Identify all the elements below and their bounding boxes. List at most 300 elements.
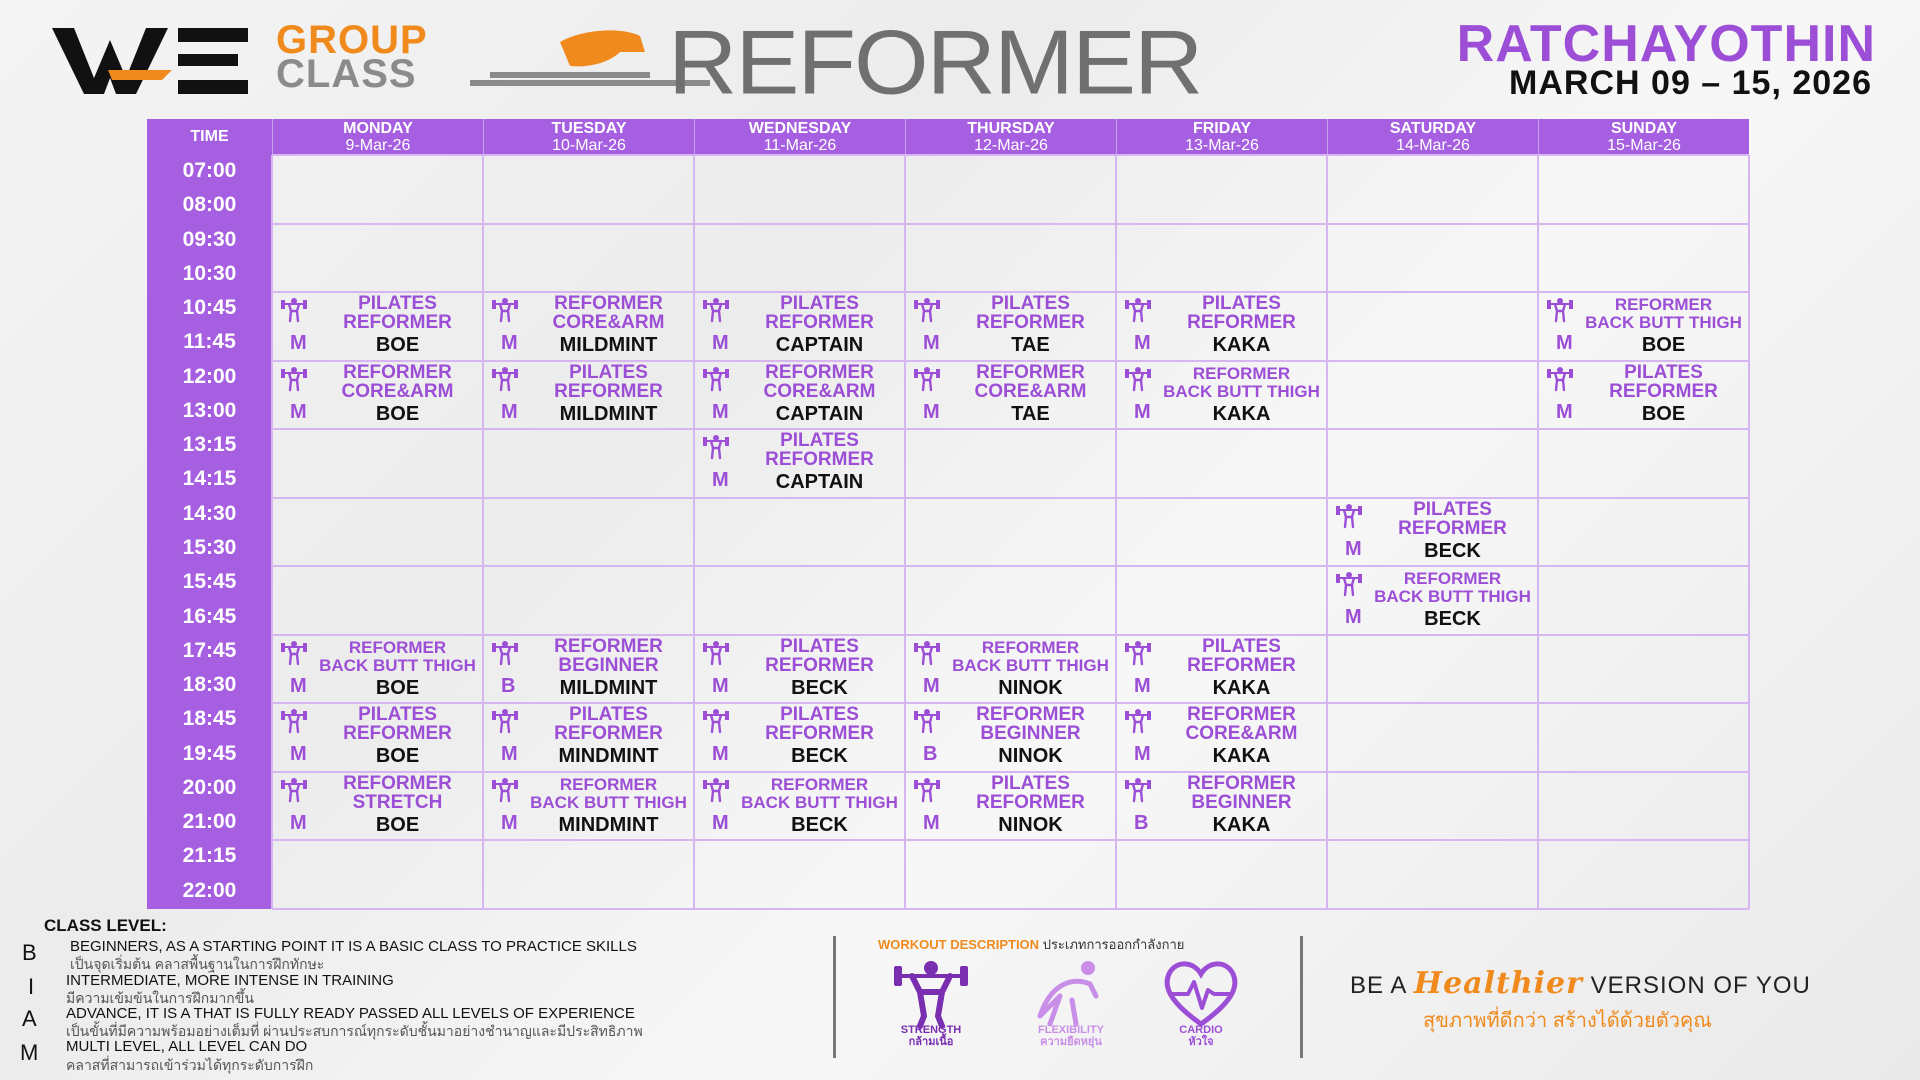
strength-icon	[913, 295, 941, 323]
instructor-name: CAPTAIN	[775, 402, 864, 425]
instructor-name: BECK	[791, 676, 848, 699]
class-name-line1: REFORMER	[343, 772, 452, 794]
week-range: MARCH 09 – 15, 2026	[1509, 64, 1872, 102]
class-name-line2: REFORMER	[554, 723, 663, 745]
class-name-line2: STRETCH	[352, 791, 443, 813]
strength-icon	[702, 295, 730, 323]
class-cell[interactable]	[1116, 292, 1327, 360]
class-name	[1156, 365, 1327, 401]
header	[0, 0, 1920, 115]
class-name-line2: BEGINNER	[558, 654, 659, 676]
class-level-badge: M	[712, 674, 729, 697]
class-name-line2: REFORMER	[976, 791, 1085, 813]
cardio-label	[1141, 1024, 1261, 1048]
cardio-icon	[1160, 956, 1242, 1030]
class-name-line2: BACK BUTT THIGH	[952, 655, 1109, 675]
class-level-badge: B	[923, 743, 938, 766]
day-name: WEDNESDAY	[748, 120, 852, 137]
class-level-badge: B	[501, 674, 516, 697]
instructor-name: KAKA	[1212, 813, 1271, 836]
class-level-badge: M	[1345, 537, 1362, 560]
tagline-post: VERSION OF YOU	[1590, 972, 1811, 999]
class-name-line2: REFORMER	[343, 723, 452, 745]
class-level-badge: M	[1134, 400, 1151, 423]
footer	[0, 912, 1920, 1080]
instructor-name: MINDMINT	[558, 745, 659, 768]
grid-column-line	[1748, 155, 1750, 909]
time-label: 22:00	[182, 878, 237, 902]
strength-label-en: STRENGTH	[900, 1024, 962, 1036]
class-name-line1: REFORMER	[1403, 569, 1502, 589]
level-letter-a: A	[22, 1006, 37, 1031]
day-header-friday	[1116, 119, 1327, 155]
strength-icon	[280, 706, 308, 734]
class-name-line1: REFORMER	[770, 774, 869, 794]
class-level-badge: M	[712, 400, 729, 423]
level-desc-a-thai: เป็นขั้นที่มีความพร้อมอย่างเต็มที่ ผ่านประสบการณ์ทุกระดับชั้นมาอย่างชำนาญและมีประสิทธิภาพ	[66, 1023, 643, 1039]
class-name-line1: REFORMER	[1192, 363, 1291, 383]
level-letter-i: I	[28, 974, 35, 999]
strength-icon	[491, 706, 519, 734]
time-label: 13:15	[182, 433, 237, 457]
class-cell[interactable]	[694, 429, 905, 497]
class-cell[interactable]	[272, 772, 483, 840]
class-name-line2: REFORMER	[1609, 380, 1718, 402]
instructor-name: BOE	[375, 813, 420, 836]
time-label: 21:00	[182, 810, 237, 834]
class-name-line2: REFORMER	[554, 380, 663, 402]
class-cell[interactable]	[905, 772, 1116, 840]
class-name-line1: REFORMER	[1187, 704, 1296, 726]
logo-reformer-text: REFORMER	[668, 11, 1202, 114]
class-name	[1578, 296, 1749, 332]
class-name-line2: CORE&ARM	[341, 380, 454, 402]
strength-icon	[913, 706, 941, 734]
class-name-line1: PILATES	[1202, 293, 1281, 315]
instructor-name: KAKA	[1212, 334, 1271, 357]
day-header-saturday	[1327, 119, 1538, 155]
instructor-name: BECK	[791, 813, 848, 836]
strength-icon	[702, 775, 730, 803]
time-label: 10:30	[182, 261, 237, 285]
day-header-sunday	[1538, 119, 1749, 155]
class-name	[312, 363, 483, 401]
class-name-line2: REFORMER	[765, 723, 874, 745]
class-name-line1: PILATES	[780, 293, 859, 315]
class-name-line1: PILATES	[1413, 498, 1492, 520]
class-name	[734, 363, 905, 401]
divider	[1300, 936, 1303, 1058]
strength-icon	[1124, 775, 1152, 803]
instructor-name: BECK	[1424, 608, 1481, 631]
branch-name: RATCHAYOTHIN	[1456, 15, 1876, 73]
class-level-badge: M	[501, 400, 518, 423]
time-label: 10:45	[182, 296, 237, 320]
class-cell[interactable]	[905, 292, 1116, 360]
class-cell[interactable]	[1116, 703, 1327, 771]
instructor-name: BECK	[1424, 539, 1481, 562]
strength-icon	[702, 706, 730, 734]
class-cell[interactable]	[483, 361, 694, 429]
strength-icon	[1124, 364, 1152, 392]
day-date: 10-Mar-26	[552, 137, 626, 154]
class-level-badge: M	[923, 332, 940, 355]
class-level-badge: M	[290, 743, 307, 766]
class-level-badge: M	[501, 332, 518, 355]
level-letter-m: M	[20, 1040, 39, 1065]
instructor-name: CAPTAIN	[775, 334, 864, 357]
instructor-name: MILDMINT	[559, 334, 658, 357]
time-label: 09:30	[182, 227, 237, 251]
class-level-badge: M	[1345, 606, 1362, 629]
class-cell[interactable]	[1116, 635, 1327, 703]
we-logo-icon	[52, 22, 252, 96]
class-level-badge: M	[1556, 400, 1573, 423]
instructor-name: NINOK	[998, 745, 1063, 768]
tagline-thai: สุขภาพที่ดีกว่า สร้างได้ด้วยตัวคุณ	[1423, 1010, 1712, 1032]
time-label: 20:00	[182, 775, 237, 799]
class-cell[interactable]	[1327, 498, 1538, 566]
level-desc-i: INTERMEDIATE, MORE INTENSE IN TRAINING	[66, 972, 394, 989]
flexibility-label-th: ความยืดหยุ่น	[1040, 1036, 1102, 1048]
strength-label	[871, 1024, 991, 1048]
class-name-line1: REFORMER	[976, 704, 1085, 726]
instructor-name: BOE	[1641, 402, 1686, 425]
strength-icon	[280, 364, 308, 392]
level-desc-i-thai: มีความเข้มข้นในการฝึกมากขึ้น	[66, 990, 254, 1006]
day-name: TUESDAY	[551, 120, 627, 137]
level-desc-b-thai: เป็นจุดเริ่มต้น คลาสพื้นฐานในการฝึกทักษะ	[70, 956, 325, 972]
class-name-line1: REFORMER	[343, 361, 452, 383]
divider	[833, 936, 836, 1058]
instructor-name: MINDMINT	[558, 813, 659, 836]
class-name	[734, 705, 905, 743]
class-name	[945, 363, 1116, 401]
class-name	[312, 774, 483, 812]
day-name: SATURDAY	[1389, 120, 1477, 137]
strength-icon	[1546, 295, 1574, 323]
class-level-badge: M	[290, 674, 307, 697]
class-name	[734, 637, 905, 675]
level-letter-b: B	[22, 940, 37, 965]
time-label: 07:00	[182, 159, 237, 182]
day-header-wednesday	[694, 119, 905, 155]
cardio-label-th: หัวใจ	[1188, 1036, 1214, 1048]
day-header-tuesday	[483, 119, 694, 155]
class-name	[523, 637, 694, 675]
grid-row-line	[272, 223, 1749, 225]
day-date: 11-Mar-26	[763, 137, 837, 154]
class-cell[interactable]	[1327, 566, 1538, 634]
level-desc-b: BEGINNERS, AS A STARTING POINT IT IS A BASIC CLASS TO PRACTICE SKILLS	[70, 938, 637, 955]
class-name	[945, 705, 1116, 743]
instructor-name: CAPTAIN	[775, 471, 864, 494]
class-level-badge: B	[1134, 811, 1149, 834]
time-label: 15:45	[182, 570, 237, 594]
instructor-name: MILDMINT	[559, 676, 658, 699]
class-name-line2: BACK BUTT THIGH	[530, 792, 687, 812]
time-label: 14:30	[182, 501, 237, 525]
strength-icon	[280, 638, 308, 666]
class-name-line1: REFORMER	[981, 637, 1080, 657]
instructor-name: BOE	[375, 676, 420, 699]
cardio-label-en: CARDIO	[1179, 1024, 1223, 1036]
class-level-badge: M	[1556, 332, 1573, 355]
class-name	[945, 774, 1116, 812]
class-name-line2: BACK BUTT THIGH	[1163, 381, 1320, 401]
class-name-line2: REFORMER	[1187, 312, 1296, 334]
time-label: 16:45	[182, 604, 237, 628]
instructor-name: MILDMINT	[559, 402, 658, 425]
class-cell[interactable]	[1538, 361, 1749, 429]
class-name-line2: REFORMER	[765, 312, 874, 334]
time-label: 11:45	[183, 330, 236, 354]
class-name	[1367, 500, 1538, 538]
class-name-line2: REFORMER	[765, 654, 874, 676]
class-name-line1: REFORMER	[1614, 295, 1713, 315]
class-name	[1156, 637, 1327, 675]
class-name	[523, 776, 694, 812]
class-name	[1367, 570, 1538, 606]
class-cell[interactable]	[272, 361, 483, 429]
flexibility-label-en: FLEXIBILITY	[1038, 1024, 1104, 1036]
class-name-line1: REFORMER	[1187, 772, 1296, 794]
class-name	[1578, 363, 1749, 401]
day-date: 14-Mar-26	[1396, 137, 1470, 154]
strength-icon	[1335, 569, 1363, 597]
strength-icon	[702, 432, 730, 460]
class-name	[523, 363, 694, 401]
instructor-name: BOE	[1641, 334, 1686, 357]
class-name	[312, 294, 483, 332]
class-name-line1: REFORMER	[348, 637, 447, 657]
time-header: TIME	[190, 128, 229, 145]
class-name-line1: PILATES	[569, 704, 648, 726]
class-level-badge: M	[290, 332, 307, 355]
class-cell[interactable]	[694, 703, 905, 771]
strength-icon	[913, 775, 941, 803]
tagline	[1350, 966, 1811, 1001]
instructor-name: NINOK	[998, 676, 1063, 699]
strength-icon	[702, 638, 730, 666]
workout-title-en: WORKOUT DESCRIPTION	[878, 937, 1040, 952]
class-cell[interactable]	[694, 292, 905, 360]
time-label: 18:30	[182, 673, 237, 697]
class-name-line2: BACK BUTT THIGH	[1585, 313, 1742, 333]
class-name-line2: REFORMER	[1398, 517, 1507, 539]
flexibility-label	[1011, 1024, 1131, 1048]
logo-class-text: CLASS	[276, 52, 417, 96]
time-label: 15:30	[182, 535, 237, 559]
day-date: 12-Mar-26	[974, 137, 1048, 154]
class-name-line2: BACK BUTT THIGH	[741, 792, 898, 812]
time-label: 12:00	[182, 364, 237, 388]
strength-icon	[280, 295, 308, 323]
time-label: 21:15	[182, 844, 237, 868]
class-name-line1: REFORMER	[554, 293, 663, 315]
class-name-line2: REFORMER	[765, 449, 874, 471]
class-level-badge: M	[712, 332, 729, 355]
class-level-badge: M	[712, 811, 729, 834]
class-name-line1: REFORMER	[976, 361, 1085, 383]
class-name-line1: PILATES	[358, 704, 437, 726]
class-name	[312, 639, 483, 675]
class-level-badge: M	[290, 811, 307, 834]
class-cell[interactable]	[1116, 361, 1327, 429]
class-cell[interactable]	[694, 772, 905, 840]
strength-icon	[702, 364, 730, 392]
strength-icon	[890, 956, 972, 1030]
class-cell[interactable]	[272, 292, 483, 360]
level-desc-m-thai: คลาสที่สามารถเข้าร่วมได้ทุกระดับการฝึก	[66, 1057, 314, 1073]
instructor-name: BECK	[791, 745, 848, 768]
instructor-name: TAE	[1011, 402, 1050, 425]
grid-row-line	[272, 908, 1749, 910]
class-level-title: CLASS LEVEL:	[44, 916, 167, 935]
day-name: FRIDAY	[1192, 120, 1252, 137]
workout-description-title	[878, 934, 1184, 955]
day-date: 9-Mar-26	[345, 137, 411, 154]
class-cell[interactable]	[483, 292, 694, 360]
class-name-line1: PILATES	[780, 704, 859, 726]
class-name-line2: BEGINNER	[980, 723, 1081, 745]
class-level-badge: M	[1134, 743, 1151, 766]
tagline-pre: BE A	[1350, 972, 1407, 999]
strength-icon	[491, 295, 519, 323]
class-cell[interactable]	[694, 635, 905, 703]
strength-icon	[491, 638, 519, 666]
class-name-line2: REFORMER	[976, 312, 1085, 334]
class-cell[interactable]	[483, 772, 694, 840]
class-name-line1: PILATES	[569, 361, 648, 383]
class-cell[interactable]	[483, 635, 694, 703]
time-label: 14:15	[182, 467, 237, 491]
class-cell[interactable]	[694, 361, 905, 429]
class-name-line2: REFORMER	[343, 312, 452, 334]
strength-icon	[491, 775, 519, 803]
time-label: 19:45	[182, 741, 237, 765]
instructor-name: BOE	[375, 402, 420, 425]
time-label: 13:00	[182, 398, 237, 422]
strength-icon	[1124, 295, 1152, 323]
class-name	[1156, 294, 1327, 332]
instructor-name: KAKA	[1212, 402, 1271, 425]
day-name: MONDAY	[343, 120, 413, 137]
strength-icon	[913, 638, 941, 666]
strength-icon	[913, 364, 941, 392]
class-name	[1156, 705, 1327, 743]
day-date: 13-Mar-26	[1185, 137, 1259, 154]
class-name-line1: PILATES	[991, 293, 1070, 315]
class-name	[734, 776, 905, 812]
class-name-line1: PILATES	[780, 430, 859, 452]
strength-label-th: กล้ามเนื้อ	[908, 1036, 954, 1048]
logo-group-text: GROUP	[276, 18, 428, 62]
class-cell[interactable]	[1116, 772, 1327, 840]
strength-icon	[1124, 706, 1152, 734]
class-name-line2: CORE&ARM	[974, 380, 1087, 402]
class-cell[interactable]	[1538, 292, 1749, 360]
class-cell[interactable]	[905, 635, 1116, 703]
day-header-monday	[272, 119, 483, 155]
strength-icon	[1546, 364, 1574, 392]
class-name-line2: BACK BUTT THIGH	[1374, 587, 1531, 607]
class-level-badge: M	[712, 743, 729, 766]
day-header-thursday	[905, 119, 1116, 155]
instructor-name: NINOK	[998, 813, 1063, 836]
time-label: 17:45	[182, 638, 237, 662]
class-level-badge: M	[923, 400, 940, 423]
class-name-line1: PILATES	[780, 635, 859, 657]
class-level-badge: M	[1134, 332, 1151, 355]
class-level-badge: M	[290, 400, 307, 423]
class-name-line1: REFORMER	[559, 774, 658, 794]
class-level-badge: M	[1134, 674, 1151, 697]
tagline-highlight: Healthier	[1413, 966, 1583, 1001]
class-name-line1: PILATES	[991, 772, 1070, 794]
day-name: SUNDAY	[1610, 120, 1678, 137]
class-cell[interactable]	[905, 703, 1116, 771]
class-level-badge: M	[501, 743, 518, 766]
class-name-line1: REFORMER	[765, 361, 874, 383]
time-label: 08:00	[182, 193, 237, 217]
class-name	[523, 705, 694, 743]
instructor-name: BOE	[375, 334, 420, 357]
class-cell[interactable]	[272, 635, 483, 703]
strength-icon	[280, 775, 308, 803]
instructor-name: BOE	[375, 745, 420, 768]
day-header-row	[147, 119, 1749, 155]
class-level-badge: M	[501, 811, 518, 834]
class-level-badge: M	[923, 811, 940, 834]
strength-icon	[491, 364, 519, 392]
class-name	[734, 431, 905, 469]
strength-icon	[1124, 638, 1152, 666]
class-name-line2: BEGINNER	[1191, 791, 1292, 813]
strength-icon	[1335, 501, 1363, 529]
class-name	[312, 705, 483, 743]
level-desc-m: MULTI LEVEL, ALL LEVEL CAN DO	[66, 1038, 308, 1055]
class-name	[945, 639, 1116, 675]
class-name	[734, 294, 905, 332]
class-name-line1: REFORMER	[554, 635, 663, 657]
class-name-line2: REFORMER	[1187, 654, 1296, 676]
class-name-line2: CORE&ARM	[552, 312, 665, 334]
grid-row-line	[272, 154, 1749, 156]
class-level-badge: M	[923, 674, 940, 697]
instructor-name: KAKA	[1212, 676, 1271, 699]
class-level-badge: M	[712, 469, 729, 492]
class-name-line2: CORE&ARM	[763, 380, 876, 402]
class-cell[interactable]	[483, 703, 694, 771]
class-name-line2: BACK BUTT THIGH	[319, 655, 476, 675]
time-label: 18:45	[182, 707, 237, 731]
class-name-line2: CORE&ARM	[1185, 723, 1298, 745]
day-date: 15-Mar-26	[1607, 137, 1681, 154]
class-name	[945, 294, 1116, 332]
instructor-name: TAE	[1011, 334, 1050, 357]
class-cell[interactable]	[905, 361, 1116, 429]
class-name-line1: PILATES	[1624, 361, 1703, 383]
class-name	[1156, 774, 1327, 812]
schedule-grid	[147, 119, 1749, 909]
instructor-name: KAKA	[1212, 745, 1271, 768]
class-name-line1: PILATES	[358, 293, 437, 315]
class-name	[523, 294, 694, 332]
class-cell[interactable]	[272, 703, 483, 771]
flexibility-icon	[1030, 956, 1112, 1030]
level-desc-a: ADVANCE, IT IS A THAT IS FULLY READY PASSED ALL LEVELS OF EXPERIENCE	[66, 1005, 635, 1022]
